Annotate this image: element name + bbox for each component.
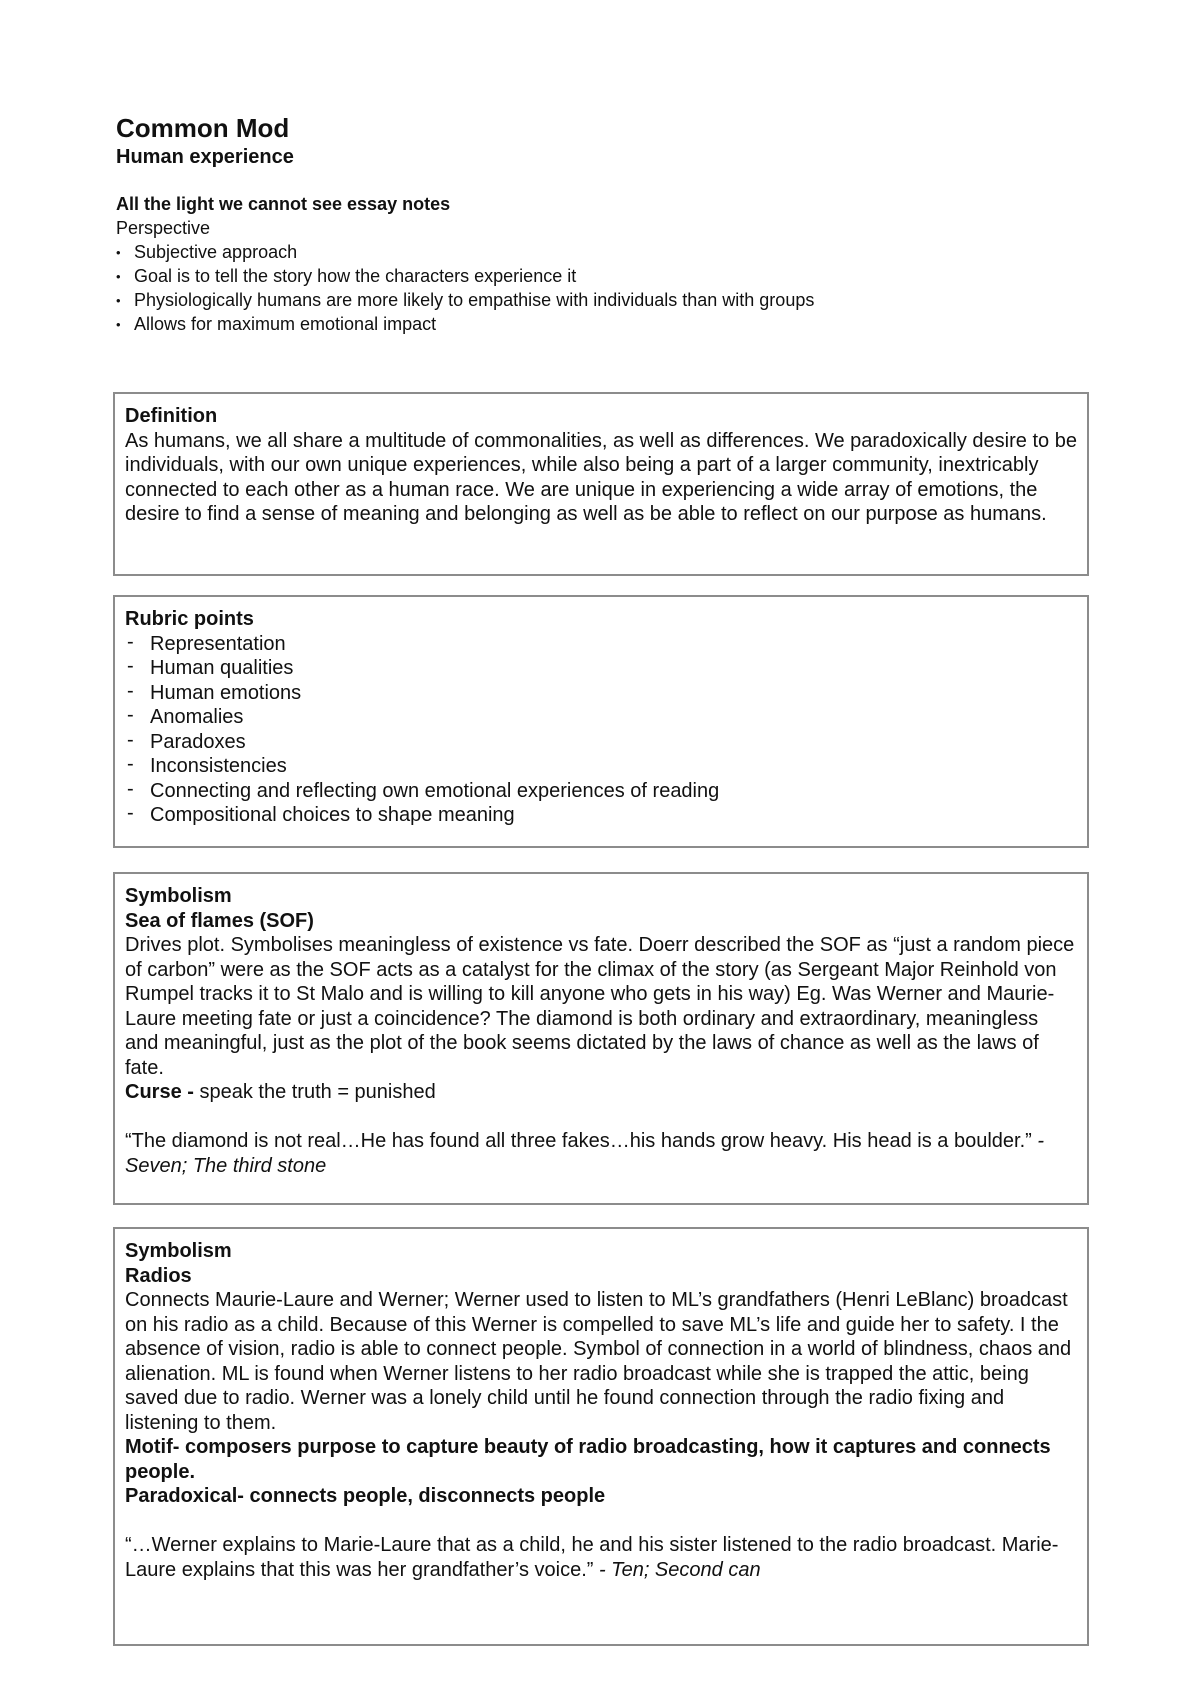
list-item: - Representation: [125, 632, 1077, 657]
definition-text: As humans, we all share a multitude of commonalities, as well as differences. We paradoxically desire to be individuals, with our own unique experiences, while also being a part of a larger community, inextricably connected to each other as a human race. We are unique in experiencing a wide array of emotions, the desire to find a sense of meaning and belonging as well as be able to reflect on our purpose as humans.: [125, 429, 1077, 525]
list-item: - Human qualities: [125, 656, 1077, 681]
curse-line: [125, 1080, 1077, 1105]
symbolism-text: Connects Maurie-Laure and Werner; Werner used to listen to ML’s grandfathers (Henri LeBlanc) broadcast on his radio as a child. Because of this Werner is compelled to save ML’s life and guide her to safety. I the absence of vision, radio is able to connect people. Symbol of connection in a world of blindness, chaos and alienation. ML is found when Werner listens to her radio broadcast while she is trapped the attic, being saved due to radio. Werner was a lonely child until he found connection through the radio fixing and listening to them.: [125, 1289, 1072, 1434]
list-item: - Connecting and reflecting own emotional experiences of reading: [125, 779, 1077, 804]
curse-label: Curse -: [125, 1081, 194, 1103]
quote-source: - Seven; The third stone: [125, 1130, 1045, 1177]
motif-line: Motif- composers purpose to capture beauty of radio broadcasting, how it captures and connects people.: [125, 1436, 1051, 1483]
rubric-heading: Rubric points: [125, 608, 254, 630]
list-item: • Physiologically humans are more likely to empathise with individuals than with groups: [116, 288, 1094, 312]
symbolism-text: Drives plot. Symbolises meaningless of existence vs fate. Doerr described the SOF as “just a random piece of carbon” were as the SOF acts as a catalyst for the climax of the story (as Sergeant Major Reinhold von Rumpel tracks it to St Malo and is willing to kill anyone who gets in his way) Eg. Was Werner and Maurie-Laure meeting fate or just a coincidence? The diamond is both ordinary and extraordinary, meaningless and meaningful, just as the plot of the book seems dictated by the laws of chance as well as the laws of fate.: [125, 934, 1075, 1079]
symbolism-heading: Symbolism: [125, 1240, 232, 1262]
list-item: • Goal is to tell the story how the characters experience it: [116, 264, 1094, 288]
perspective-list: [116, 240, 1094, 336]
symbolism-radios-box: [113, 1227, 1089, 1646]
symbolism-subheading: Radios: [125, 1264, 192, 1287]
list-item: - Anomalies: [125, 705, 1077, 730]
spacer: [125, 1509, 1077, 1534]
list-item: - Compositional choices to shape meaning: [125, 803, 1077, 828]
quote-text: “The diamond is not real…He has found all three fakes…his hands grow heavy. His head is a boulder.”: [125, 1130, 1038, 1152]
notes-page: [116, 112, 1094, 336]
symbolism-subheading: Sea of flames (SOF): [125, 909, 314, 932]
paradox-line: Paradoxical- connects people, disconnects people: [125, 1485, 606, 1507]
list-item: - Inconsistencies: [125, 754, 1077, 779]
notes-heading: All the light we cannot see essay notes: [116, 194, 451, 214]
curse-text: speak the truth = punished: [193, 1081, 436, 1103]
symbolism-sof-box: [113, 872, 1089, 1205]
list-item: - Paradoxes: [125, 730, 1077, 755]
perspective-label: Perspective: [116, 218, 211, 238]
symbolism-heading: Symbolism: [125, 885, 232, 907]
list-item: • Subjective approach: [116, 240, 1094, 264]
quote-source: - Ten; Second can: [598, 1558, 761, 1581]
rubric-box: [113, 595, 1089, 848]
quote: [125, 1533, 1077, 1582]
list-item: • Allows for maximum emotional impact: [116, 312, 1094, 336]
quote: [125, 1129, 1077, 1178]
quote-text: “…Werner explains to Marie-Laure that as a child, he and his sister listened to the radio broadcast. Marie-Laure explains that this was her grandfather’s voice.”: [125, 1534, 1059, 1581]
list-item: - Human emotions: [125, 681, 1077, 706]
rubric-list: [125, 632, 1077, 828]
document-title: Common Mod: [116, 113, 290, 143]
definition-heading: Definition: [125, 405, 218, 427]
definition-box: [113, 392, 1089, 576]
document-subtitle: Human experience: [116, 146, 294, 168]
spacer: [125, 1105, 1077, 1130]
